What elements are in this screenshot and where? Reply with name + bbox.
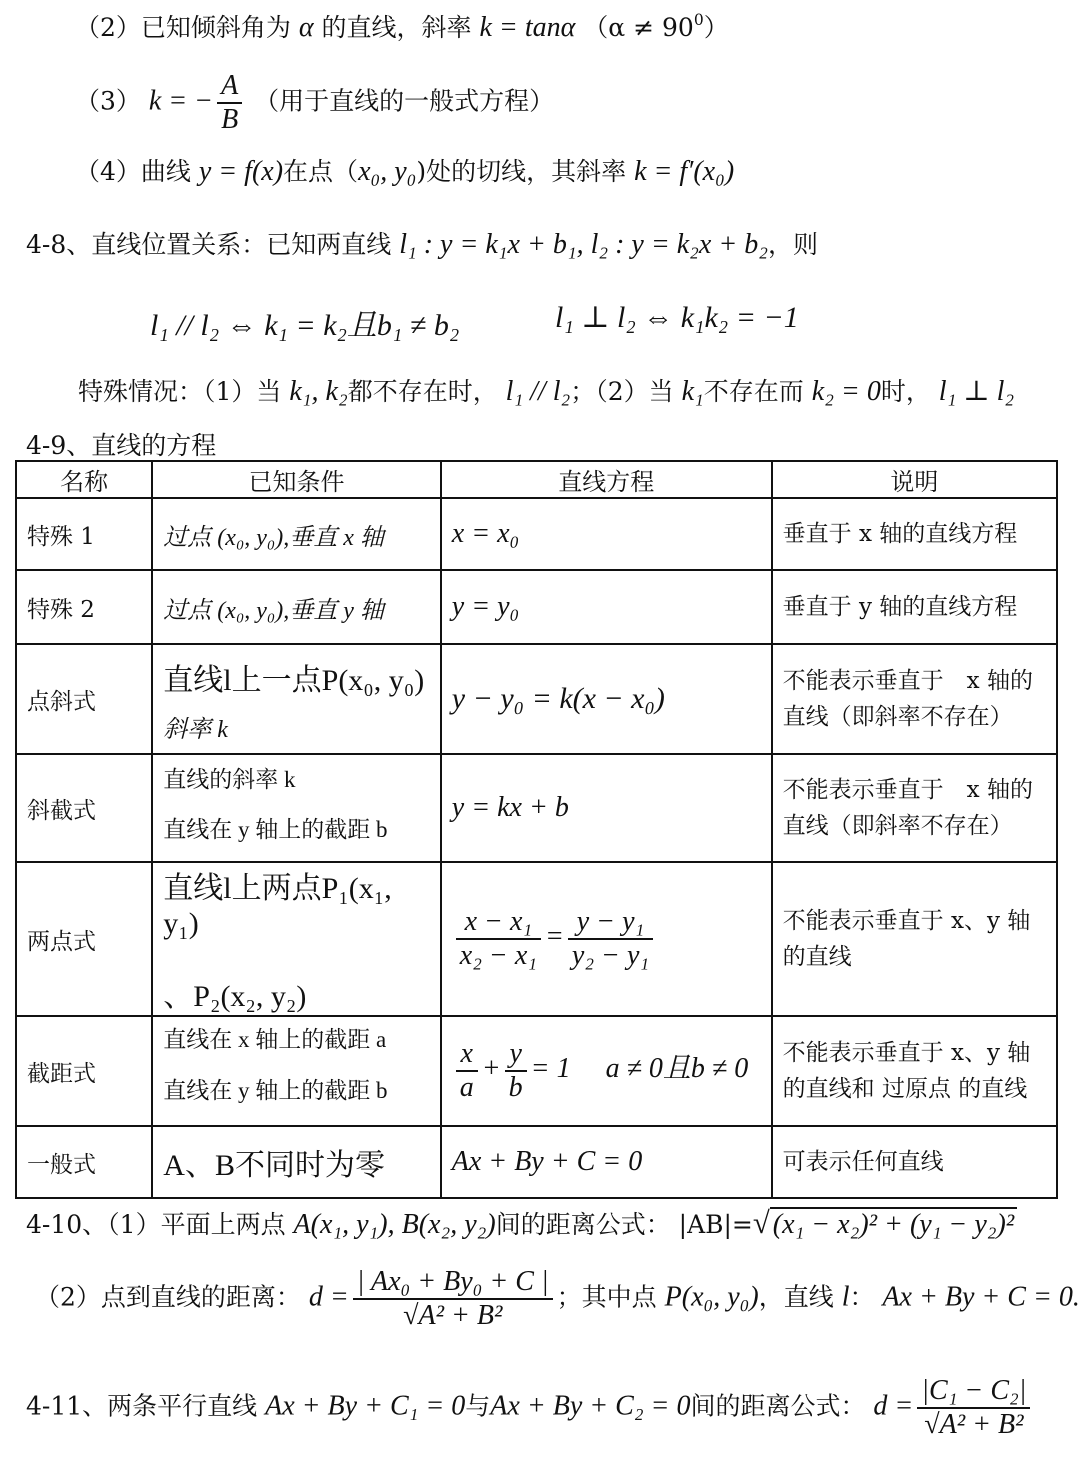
s410-ab: |AB|= <box>678 1210 753 1239</box>
frac-num: x − x₁ <box>456 906 541 940</box>
table-row <box>16 498 1057 570</box>
item2-close: ） <box>703 13 729 42</box>
frac-den: a <box>459 1072 474 1103</box>
section-4-9-head: 4-9、直线的方程 <box>26 431 217 460</box>
intercept-plus: + <box>481 1053 501 1084</box>
s48-k1: k₁ <box>681 376 704 407</box>
row1-eq: y = y₀ <box>451 591 520 622</box>
s48-special <box>78 372 1014 408</box>
item3-label: （3） <box>75 86 141 116</box>
frac-den: √A² + B² <box>403 1300 503 1332</box>
row4-cond-b: 、P₂(x₂, y₂) <box>163 980 307 1013</box>
table-header-row <box>16 461 1057 498</box>
row-equation <box>441 1126 772 1198</box>
header-equation: 直线方程 <box>441 461 772 498</box>
table-row <box>16 1126 1057 1198</box>
s48-special-d: 不存在而 <box>703 377 804 406</box>
frac-num: y − y₁ <box>568 906 653 940</box>
two-point-frac-y <box>568 906 653 972</box>
s411-e2: Ax + By + C₂ = 0 <box>490 1390 691 1422</box>
s48-ks: k₁, k₂ <box>289 376 348 407</box>
row-equation <box>441 1016 772 1126</box>
intercept-frac-x <box>456 1038 478 1104</box>
s411-e1: Ax + By + C₁ = 0 <box>265 1390 466 1422</box>
row-note: 不能表示垂直于 x 轴的直线（即斜率不存在） <box>772 754 1057 862</box>
s48-special-e: 时， <box>880 377 931 406</box>
table-row <box>16 754 1057 862</box>
table-row <box>16 644 1057 754</box>
item3-k: k = − <box>148 85 214 117</box>
item4-point: x₀, y₀ <box>358 156 417 187</box>
two-point-frac-x <box>456 906 541 972</box>
row2-eq: y − y₀ = k(x − x₀) <box>451 682 665 715</box>
item2-label: （2）已知倾斜角为 <box>75 13 291 42</box>
row3-cond-a: 直线的斜率 k <box>163 767 296 792</box>
frac-num: x <box>456 1038 478 1072</box>
row-condition <box>152 862 440 1016</box>
frac-num: | Ax₀ + By₀ + C | <box>353 1266 553 1300</box>
s410-p2d: ： <box>849 1282 875 1312</box>
s411-d: d = <box>873 1390 914 1422</box>
line-equation-table <box>15 460 1058 1199</box>
s411-line <box>26 1375 1034 1441</box>
table-row <box>16 570 1057 644</box>
item2-formula: k = tanα <box>479 12 576 43</box>
s411-mid: 间的距离公式： <box>690 1391 866 1421</box>
item-3 <box>75 70 554 136</box>
row-name: 特殊 1 <box>16 498 152 570</box>
s410-line-eq: Ax + By + C = 0. <box>882 1281 1080 1313</box>
item4-at: 在点（ <box>283 157 359 186</box>
s48-head: 4-8、直线位置关系：已知两直线 <box>26 230 392 259</box>
s48-eq: l₁ : y = k₁x + b₁, l₂ : y = k₂x + b₂ <box>399 229 768 260</box>
row4-cond-a: 直线l上两点P₁(x₁, y₁) <box>163 872 392 940</box>
s410-points: A(x₁, y₁), B(x₂, y₂) <box>293 1209 496 1240</box>
header-note: 说明 <box>772 461 1057 498</box>
s410-p2c: ，直线 <box>758 1282 834 1312</box>
row-equation <box>441 754 772 862</box>
item-4 <box>75 152 734 188</box>
s410-d: d = <box>308 1281 349 1313</box>
frac-den: b <box>508 1072 523 1103</box>
s410-P: P(x₀, y₀) <box>664 1281 759 1313</box>
s410-line1 <box>26 1205 1017 1241</box>
row-equation <box>441 498 772 570</box>
frac-den: y₂ − y₁ <box>571 940 650 971</box>
item-2 <box>75 8 729 44</box>
row-note: 不能表示垂直于 x、y 轴的直线和 过原点 的直线 <box>772 1016 1057 1126</box>
s48-special-b: 都不存在时， <box>347 377 498 406</box>
s410-radicand: (x₁ − x₂)² + (y₁ − y₂)² <box>770 1207 1017 1240</box>
row2-cond-b: 斜率 k <box>163 716 228 743</box>
s411-yu: 与 <box>465 1391 491 1421</box>
row-equation <box>441 570 772 644</box>
intercept-frac-y <box>505 1038 527 1104</box>
row-equation <box>441 862 772 1016</box>
item2-deg: 0 <box>693 11 704 30</box>
item3-note: （用于直线的一般式方程） <box>254 86 555 116</box>
frac-den: √A² + B² <box>924 1409 1024 1441</box>
row-name: 斜截式 <box>16 754 152 862</box>
row-condition <box>152 644 440 754</box>
row-note: 可表示任何直线 <box>772 1126 1057 1198</box>
s410-mid: 间的距离公式： <box>495 1210 671 1239</box>
s48-perp: l₁ ⊥ l₂ ⇔ k₁k₂ = −1 <box>555 301 799 334</box>
s48-special-a: 特殊情况：（1）当 <box>78 377 282 406</box>
intercept-rest: = 1 a ≠ 0且b ≠ 0 <box>530 1053 749 1084</box>
frac-num: y <box>505 1038 527 1072</box>
row-name: 特殊 2 <box>16 570 152 644</box>
item2-mid: 的直线，斜率 <box>321 13 472 42</box>
row6-cond: A、B不同时为零 <box>163 1149 385 1182</box>
header-condition: 已知条件 <box>152 461 440 498</box>
item3-den: B <box>221 104 239 136</box>
table-row <box>16 862 1057 1016</box>
row-note: 不能表示垂直于 x 轴的直线（即斜率不存在） <box>772 644 1057 754</box>
row3-cond-b: 直线在 y 轴上的截距 b <box>163 817 388 842</box>
row-name: 点斜式 <box>16 644 152 754</box>
row-condition <box>152 498 440 570</box>
item2-alpha: α <box>298 12 314 43</box>
row5-cond-a: 直线在 x 轴上的截距 a <box>163 1027 387 1052</box>
row-condition <box>152 1016 440 1126</box>
item4-mid: )处的切线，其斜率 <box>416 157 627 186</box>
s48-k2: k₂ = 0 <box>811 376 881 407</box>
row-condition <box>152 754 440 862</box>
section-4-8-head <box>26 225 818 261</box>
table-row <box>16 1016 1057 1126</box>
s48-par2: l₁ // l₂ <box>505 376 571 407</box>
header-name: 名称 <box>16 461 152 498</box>
item4-label: （4）曲线 <box>75 157 191 186</box>
row-condition <box>152 570 440 644</box>
s48-tail: ，则 <box>767 230 818 259</box>
row-equation <box>441 644 772 754</box>
s410-sqrt: √ (x₁ − x₂)² + (y₁ − y₂)² <box>753 1206 1017 1241</box>
row0-cond: 过点 (x₀, y₀),垂直 x 轴 <box>163 524 384 551</box>
s410-den: A² + B² <box>418 1300 503 1332</box>
s410-line2 <box>35 1266 1080 1332</box>
row1-cond: 过点 (x₀, y₀),垂直 y 轴 <box>163 597 384 624</box>
s410-p2b: ；其中点 <box>556 1282 657 1312</box>
row-name: 截距式 <box>16 1016 152 1126</box>
s410-l: l <box>841 1281 850 1313</box>
two-point-eq-sign: = <box>544 921 564 952</box>
item4-slope: k = f′(x₀) <box>634 156 735 187</box>
s410-head: 4-10、（1）平面上两点 <box>26 1210 286 1239</box>
s411-head: 4-11、两条平行直线 <box>26 1391 258 1421</box>
s411-den: A² + B² <box>939 1409 1024 1441</box>
frac-num: |C₁ − C₂| <box>917 1375 1030 1409</box>
row2-cond-a: 直线l上一点P(x₀, y₀) <box>163 663 425 697</box>
s48-perp2: l₁ ⊥ l₂ <box>938 376 1015 407</box>
row-note: 不能表示垂直于 x、y 轴的直线 <box>772 862 1057 1016</box>
s410-p2: （2）点到直线的距离： <box>35 1282 301 1312</box>
s48-special-c: ；（2）当 <box>570 377 674 406</box>
row3-eq: y = kx + b <box>451 792 569 823</box>
row-name: 两点式 <box>16 862 152 1016</box>
item3-num: A <box>217 70 242 104</box>
row5-cond-b: 直线在 y 轴上的截距 b <box>163 1078 388 1103</box>
item4-curve: y = f(x) <box>198 156 284 187</box>
row-note: 垂直于 y 轴的直线方程 <box>772 570 1057 644</box>
item2-cond: （α ≠ 90 <box>583 13 694 42</box>
s410-frac <box>353 1266 553 1332</box>
row-note: 垂直于 x 轴的直线方程 <box>772 498 1057 570</box>
s48-parallel: l₁ // l₂ ⇔ k₁ = k₂且b₁ ≠ b₂ <box>150 309 460 342</box>
frac-den: x₂ − x₁ <box>459 940 537 971</box>
s411-frac <box>917 1375 1030 1441</box>
row-name: 一般式 <box>16 1126 152 1198</box>
row0-eq: x = x₀ <box>451 518 520 549</box>
row-condition <box>152 1126 440 1198</box>
item3-frac <box>217 70 242 136</box>
row6-eq: Ax + By + C = 0 <box>451 1146 643 1177</box>
